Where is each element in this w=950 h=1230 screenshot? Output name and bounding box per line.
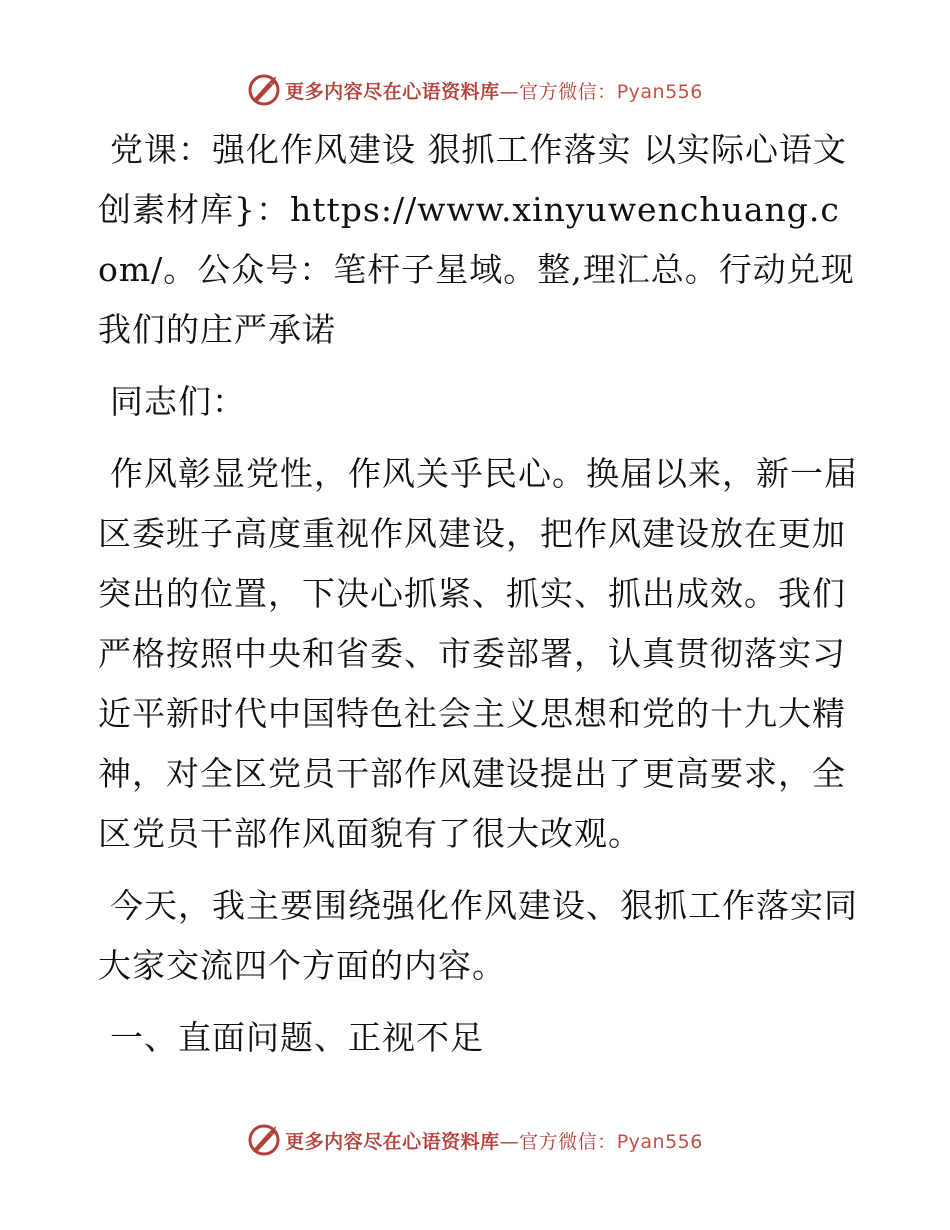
greeting: 同志们： <box>110 382 246 421</box>
banner-wechat-label: 官方微信： <box>519 80 617 103</box>
banner-text <box>285 77 703 104</box>
paragraph-1: 作风彰显党性，作风关乎民心。换届以来，新一届区委班子高度重视作风建设，把作风建设放在更加突出的位置，下决心抓紧、抓实、抓出成效。我们严格按照中央和省委、市委部署，认真贯彻落实习近平新时代中国特色社会主义思想和党的十九大精神，对全区党员干部作风建设提出了更高要求，全区党员干部作风面貌有了很大改观。 <box>98 454 858 853</box>
document-title: 党课：强化作风建设 狠抓工作落实 以实际心语文创素材库}：https://www.xinyuwenchuang.com/。公众号：笔杆子星域。整,理汇总。行动兑现我们的庄严承诺 <box>98 130 855 349</box>
header-banner <box>0 70 950 110</box>
section-heading-1: 一、直面问题、正视不足 <box>110 1018 484 1057</box>
banner-separator: — <box>499 1130 520 1153</box>
banner-wechat-label: 官方微信： <box>519 1130 617 1153</box>
banner-brand: 更多内容尽在心语资料库 <box>285 1130 500 1153</box>
quill-logo-icon <box>247 73 281 107</box>
banner-brand: 更多内容尽在心语资料库 <box>285 80 500 103</box>
footer-banner <box>0 1120 950 1160</box>
quill-logo-icon <box>247 1123 281 1157</box>
banner-wechat-id: Pyan556 <box>616 80 703 103</box>
document-body <box>98 120 858 1080</box>
paragraph-2: 今天，我主要围绕强化作风建设、狠抓工作落实同大家交流四个方面的内容。 <box>98 886 858 985</box>
banner-text <box>285 1127 703 1154</box>
banner-separator: — <box>499 80 520 103</box>
banner-wechat-id: Pyan556 <box>616 1130 703 1153</box>
